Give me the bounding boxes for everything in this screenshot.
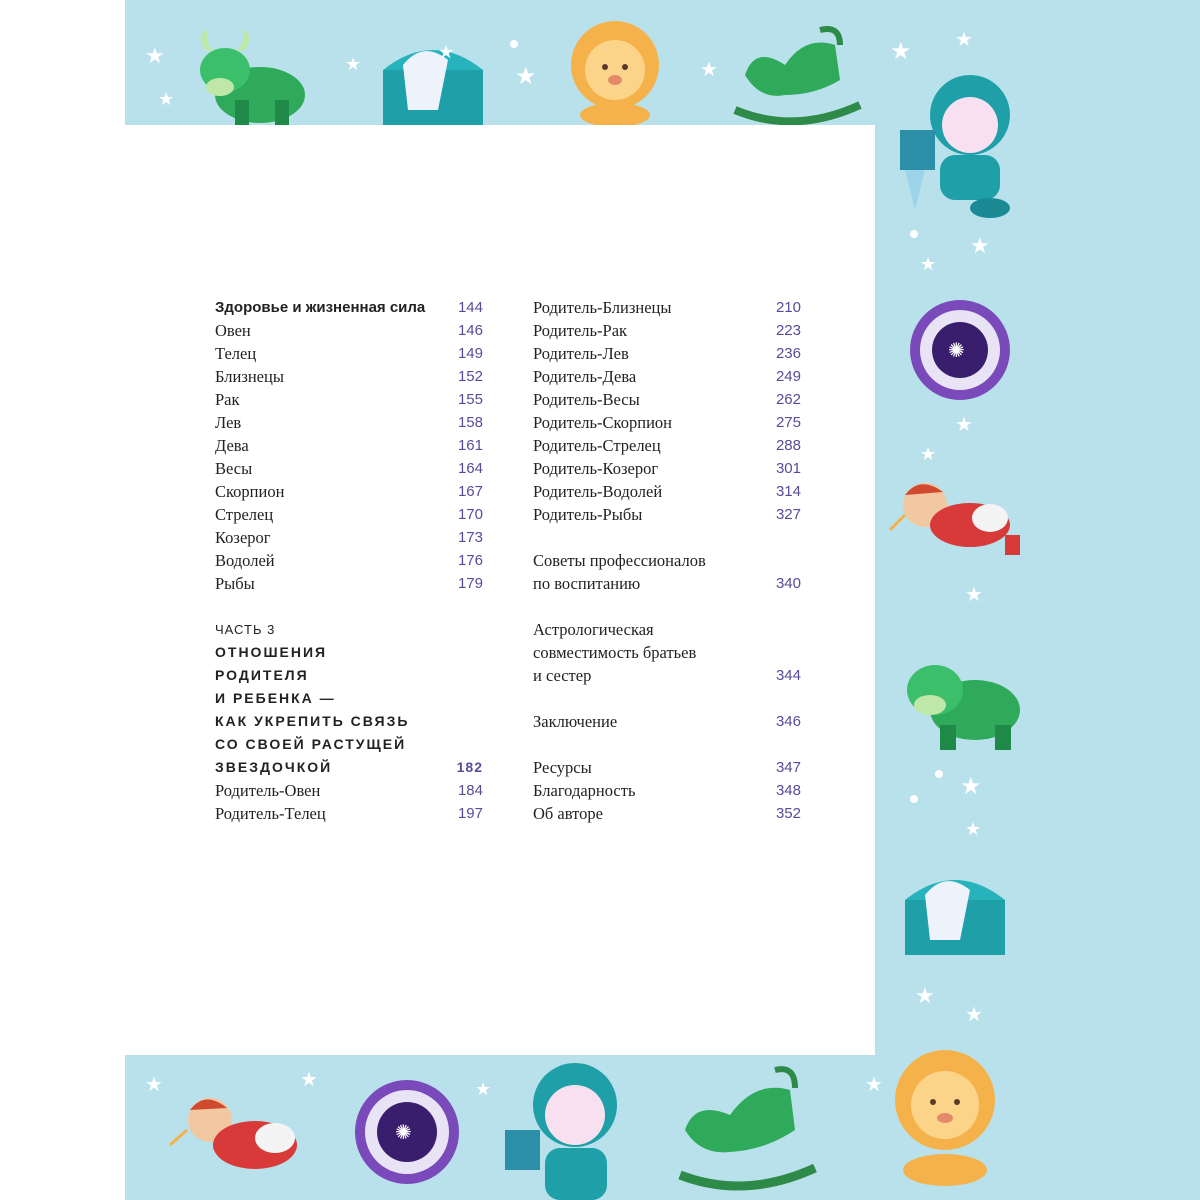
toc-entry-label: Близнецы	[215, 367, 284, 386]
zodiac-geode-icon-bottom	[350, 1075, 465, 1190]
toc-entry[interactable]	[533, 457, 801, 480]
toc-entry-conclusion[interactable]	[533, 710, 801, 733]
star-icon: ★	[700, 59, 718, 81]
toc-entry[interactable]	[215, 434, 483, 457]
star-icon: ★	[865, 1074, 883, 1096]
bull-icon	[190, 25, 330, 125]
star-icon: ★	[915, 983, 935, 1008]
part-title-line	[215, 687, 483, 710]
toc-list-parents	[215, 779, 483, 825]
toc-page-number: 346	[775, 713, 801, 730]
toc-page-number: 149	[457, 345, 483, 362]
toc-page-number: 146	[457, 322, 483, 339]
toc-page-number: 249	[775, 368, 801, 385]
part-title-text: КАК УКРЕПИТЬ СВЯЗЬ	[215, 713, 410, 729]
part-title-text: РОДИТЕЛЯ	[215, 667, 309, 683]
part-title-line	[215, 756, 483, 779]
toc-page-number: 144	[457, 299, 483, 316]
zodiac-geode-icon	[905, 295, 1015, 405]
treasure-chest-icon-right	[900, 860, 1010, 955]
toc-entry-label: Здоровье и жизненная сила	[215, 299, 426, 316]
toc-page-number: 210	[775, 299, 801, 316]
toc-entry[interactable]	[215, 802, 483, 825]
star-icon: ★	[965, 819, 982, 839]
toc-entry[interactable]	[533, 365, 801, 388]
toc-entry-label: по воспитанию	[533, 574, 641, 593]
toc-list-parents-continued	[533, 296, 801, 526]
toc-page-number: 176	[457, 552, 483, 569]
toc-entry-label: Об авторе	[533, 804, 603, 823]
toc-entry[interactable]	[215, 365, 483, 388]
toc-entry[interactable]	[215, 342, 483, 365]
dot-icon	[935, 770, 943, 778]
part-title-text: И РЕБЕНКА —	[215, 690, 336, 706]
toc-left-column	[215, 296, 483, 825]
toc-entry[interactable]	[215, 572, 483, 595]
toc-page-number: 155	[457, 391, 483, 408]
toc-entry[interactable]	[533, 434, 801, 457]
toc-entry-label: Родитель-Весы	[533, 390, 640, 409]
toc-list-back-matter	[533, 756, 801, 825]
star-icon: ★	[960, 774, 982, 800]
toc-entry-label: Ресурсы	[533, 758, 592, 777]
toc-entry[interactable]	[533, 342, 801, 365]
toc-entry-label: Родитель-Рыбы	[533, 505, 643, 524]
toc-page-number: 158	[457, 414, 483, 431]
toc-page-number: 164	[457, 460, 483, 477]
star-icon: ★	[158, 89, 175, 109]
toc-entry-label: Родитель-Овен	[215, 781, 321, 800]
star-icon: ★	[965, 1004, 983, 1026]
lion-icon-bottom	[870, 1040, 1010, 1190]
capricorn-rocking-horse-icon	[725, 25, 865, 125]
star-icon: ★	[920, 254, 937, 274]
toc-entry-label: Лев	[215, 413, 242, 432]
star-icon: ★	[145, 1074, 163, 1096]
toc-entry-label: Родитель-Стрелец	[533, 436, 661, 455]
toc-page-number: 161	[457, 437, 483, 454]
aquarius-girl-icon	[895, 70, 1045, 220]
star-icon: ★	[955, 29, 973, 51]
toc-page-number: 275	[775, 414, 801, 431]
toc-entry[interactable]	[215, 319, 483, 342]
toc-entry-label: Козерог	[215, 528, 271, 547]
toc-entry[interactable]	[215, 503, 483, 526]
toc-entry[interactable]	[215, 388, 483, 411]
dot-icon	[510, 40, 518, 48]
toc-entry[interactable]	[533, 503, 801, 526]
dot-icon	[910, 795, 918, 803]
toc-entry[interactable]	[215, 480, 483, 503]
toc-page-number: 348	[775, 782, 801, 799]
toc-entry-label: Родитель-Дева	[533, 367, 637, 386]
toc-entry-label: Родитель-Скорпион	[533, 413, 672, 432]
toc-page-number: 288	[775, 437, 801, 454]
treasure-chest-icon	[378, 30, 488, 125]
toc-entry-label: Овен	[215, 321, 251, 340]
toc-entry-label: Родитель-Лев	[533, 344, 629, 363]
toc-page-number: 262	[775, 391, 801, 408]
toc-entry-label: Стрелец	[215, 505, 274, 524]
dot-icon	[910, 230, 918, 238]
part-title-line	[215, 664, 483, 687]
toc-entry-label: Родитель-Водолей	[533, 482, 663, 501]
toc-entry[interactable]	[533, 388, 801, 411]
toc-entry-label: Рыбы	[215, 574, 255, 593]
star-icon: ★	[970, 233, 990, 258]
toc-page-number: 236	[775, 345, 801, 362]
crawling-baby-icon-bottom	[165, 1090, 315, 1190]
toc-entry[interactable]	[533, 779, 801, 802]
star-icon: ★	[955, 414, 973, 436]
toc-page-number: 152	[457, 368, 483, 385]
toc-page-number: 179	[457, 575, 483, 592]
svg-text:✺: ✺	[948, 338, 965, 362]
part-title-line	[215, 733, 483, 756]
toc-page-number: 314	[775, 483, 801, 500]
part-title	[215, 641, 483, 779]
part-title-text: ЗВЕЗДОЧКОЙ	[215, 759, 333, 775]
toc-entry-label: Скорпион	[215, 482, 285, 501]
star-icon: ★	[300, 1069, 318, 1091]
star-icon: ★	[145, 43, 165, 68]
toc-entry[interactable]	[215, 411, 483, 434]
toc-page-number: 173	[457, 529, 483, 546]
toc-entry[interactable]	[533, 756, 801, 779]
toc-entry[interactable]	[533, 480, 801, 503]
part-title-line	[215, 641, 483, 664]
part-label: ЧАСТЬ 3	[215, 622, 276, 637]
part-title-text: СО СВОЕЙ РАСТУЩЕЙ	[215, 736, 407, 752]
toc-entry[interactable]	[533, 319, 801, 342]
toc-entry[interactable]	[215, 779, 483, 802]
toc-entry-label: Весы	[215, 459, 253, 478]
toc-entry-label: Телец	[215, 344, 257, 363]
toc-entry-label: Водолей	[215, 551, 275, 570]
star-icon: ★	[475, 1079, 492, 1099]
toc-entry[interactable]	[533, 411, 801, 434]
svg-text:✺: ✺	[395, 1120, 412, 1144]
toc-page-number: 327	[775, 506, 801, 523]
part-title-line	[215, 710, 483, 733]
toc-page-number: 301	[775, 460, 801, 477]
toc-entry-siblings[interactable]	[533, 618, 801, 687]
toc-entry-label: Родитель-Козерог	[533, 459, 659, 478]
toc-page-number: 352	[775, 805, 801, 822]
toc-page-number: 347	[775, 759, 801, 776]
lion-icon	[555, 15, 675, 125]
toc-entry-label: Советы профессионалов	[533, 551, 706, 570]
toc-list-signs	[215, 296, 483, 595]
bull-icon-right	[900, 645, 1040, 755]
toc-entry-label: Родитель-Телец	[215, 804, 326, 823]
capricorn-rocking-horse-icon-bottom	[665, 1060, 825, 1200]
toc-page-number: 184	[457, 782, 483, 799]
toc-entry-label: и сестер	[533, 666, 592, 685]
toc-entry-label: Астрологическая	[533, 620, 654, 639]
toc-page-number: 340	[775, 575, 801, 592]
toc-entry-label: Заключение	[533, 712, 618, 731]
toc-page-number: 344	[775, 667, 801, 684]
svg-text:★: ★	[438, 42, 455, 63]
part-title-text: ОТНОШЕНИЯ	[215, 644, 328, 660]
toc-page-number: 223	[775, 322, 801, 339]
toc-entry-label: Дева	[215, 436, 249, 455]
toc-right-column	[533, 296, 801, 825]
toc-entry[interactable]	[533, 802, 801, 825]
toc-entry-label: совместимость братьев	[533, 643, 697, 662]
toc-entry-label: Родитель-Рак	[533, 321, 628, 340]
toc-entry[interactable]	[533, 296, 801, 319]
toc-page-number: 167	[457, 483, 483, 500]
toc-page-number: 170	[457, 506, 483, 523]
crawling-baby-icon	[885, 470, 1025, 570]
toc-entry[interactable]	[215, 526, 483, 549]
star-icon: ★	[345, 54, 362, 74]
toc-entry[interactable]	[215, 296, 483, 319]
star-icon: ★	[515, 64, 537, 90]
toc-entry[interactable]	[215, 549, 483, 572]
toc-entry-advice[interactable]	[533, 549, 801, 595]
aquarius-girl-icon-bottom	[495, 1060, 645, 1200]
toc-page-number: 197	[457, 805, 483, 822]
toc-entry-label: Родитель-Близнецы	[533, 298, 672, 317]
star-icon: ★	[965, 584, 983, 606]
toc-entry-label: Рак	[215, 390, 240, 409]
star-icon: ★	[920, 444, 937, 464]
toc-page-number: 182	[456, 759, 483, 775]
toc-entry[interactable]	[215, 457, 483, 480]
toc-entry-label: Благодарность	[533, 781, 636, 800]
star-icon: ★	[890, 39, 912, 65]
